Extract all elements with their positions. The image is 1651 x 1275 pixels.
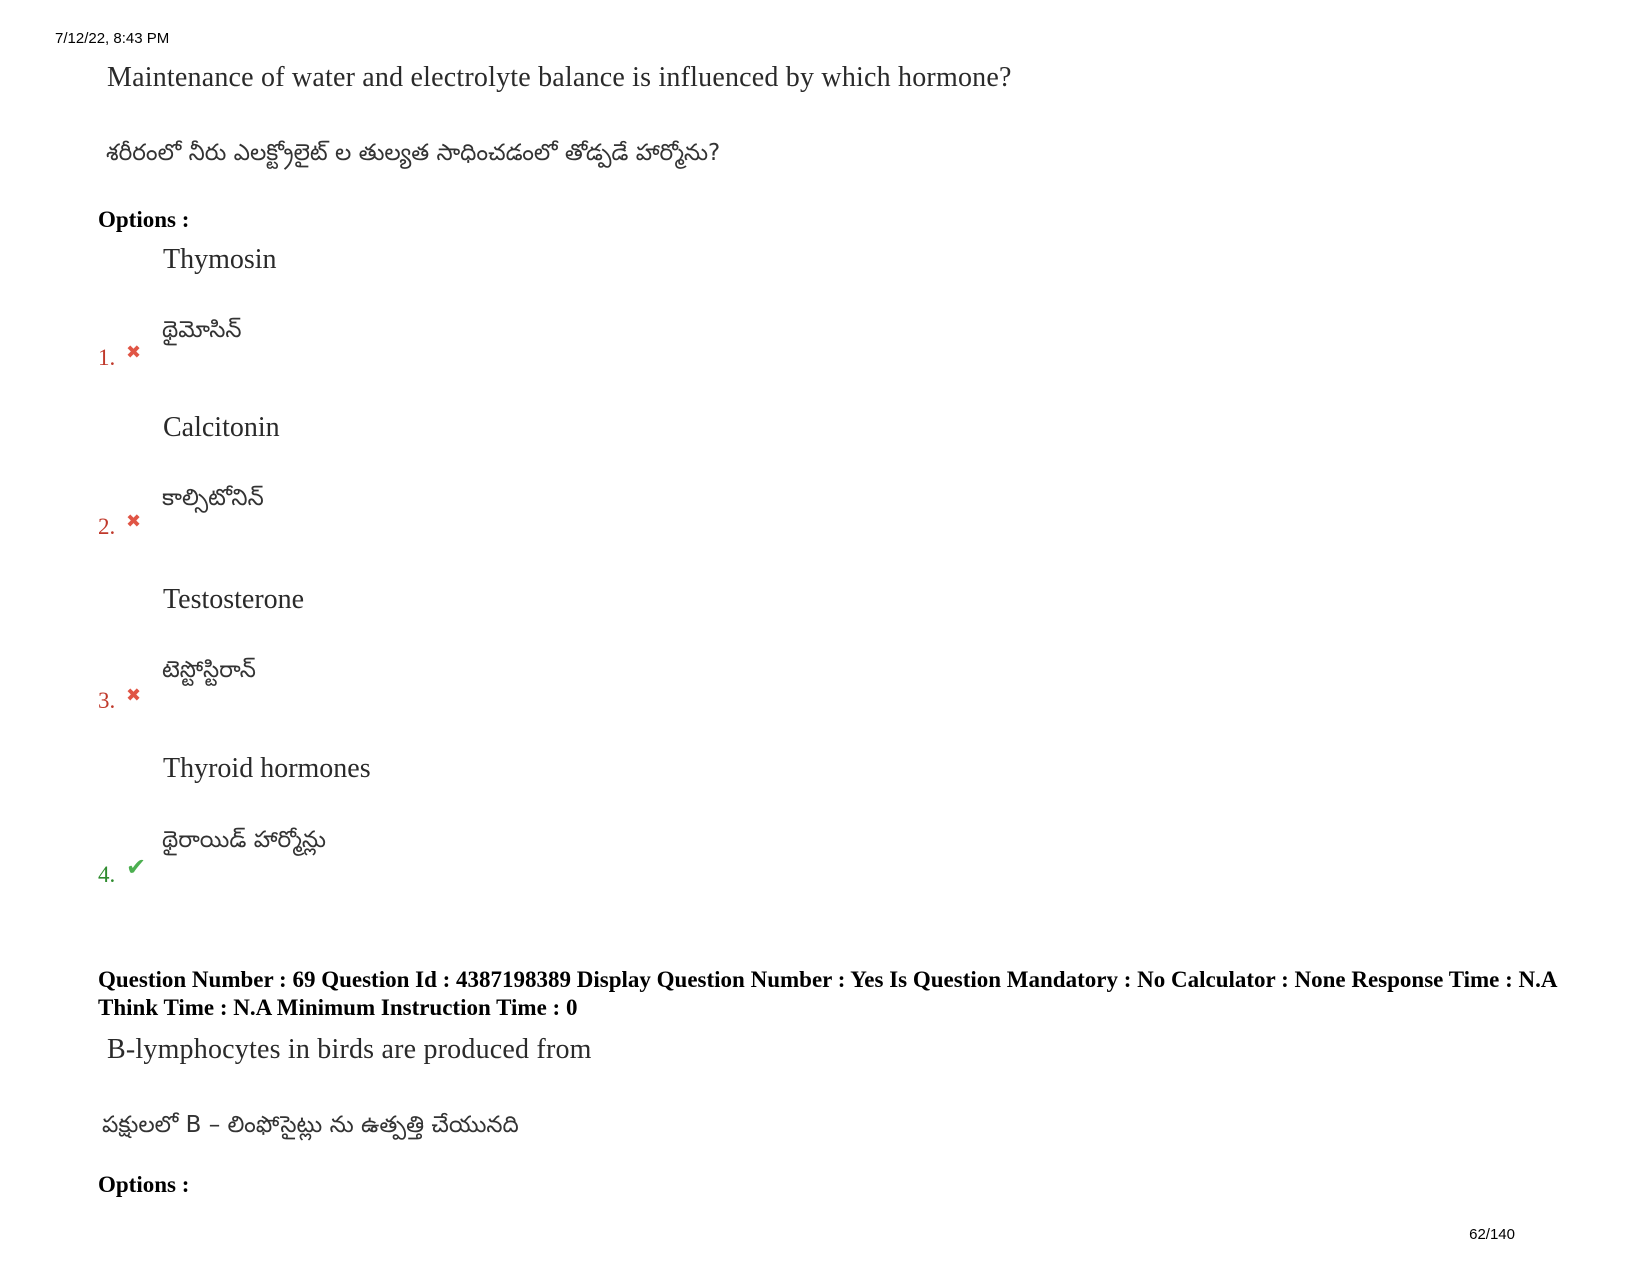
option-text-english: Thymosin: [163, 244, 277, 275]
option-text-english: Thyroid hormones: [163, 753, 371, 784]
print-timestamp: 7/12/22, 8:43 PM: [55, 30, 170, 47]
options-label: Options :: [98, 207, 190, 232]
option-number: 3.: [98, 688, 116, 713]
question-metadata: Question Number : 69 Question Id : 4387198389 Display Question Number : Yes Is Question Mandatory : No Calculator : None Response Time : N.A Think Time : N.A Minimum Instruction Time : 0: [98, 967, 1557, 1020]
option-text-telugu: థైరాయిడ్ హార్మోన్లు: [162, 827, 326, 853]
option-number: 1.: [98, 345, 116, 370]
question-text-telugu: పక్షులలో B – లింఫోసైట్లు ను ఉత్పత్తి చేయునది: [102, 1112, 519, 1138]
option-text-english: Calcitonin: [163, 412, 280, 443]
option-number: 4.: [98, 862, 116, 887]
options-label: Options :: [98, 1172, 190, 1197]
question-text-english: B-lymphocytes in birds are produced from: [107, 1034, 592, 1065]
cross-icon: ✖: [126, 511, 142, 532]
option-text-telugu: థైమోసిన్: [162, 317, 242, 343]
cross-icon: ✖: [126, 342, 142, 363]
cross-icon: ✖: [126, 685, 142, 706]
option-text-telugu: కాల్సిటోనిన్: [162, 485, 264, 511]
option-text-english: Testosterone: [163, 584, 305, 615]
question-text-english: Maintenance of water and electrolyte balance is influenced by which hormone?: [107, 62, 1012, 93]
page-number: 62/140: [1469, 1226, 1515, 1243]
option-number: 2.: [98, 514, 116, 539]
check-icon: ✔: [126, 853, 147, 881]
question-text-telugu: శరీరంలో నీరు ఎలక్ట్రోలైట్ ల తుల్యత సాధించడంలో తోడ్పడే హార్మోను?: [106, 140, 721, 166]
option-text-telugu: టెస్టోస్టిరాన్: [162, 657, 256, 683]
